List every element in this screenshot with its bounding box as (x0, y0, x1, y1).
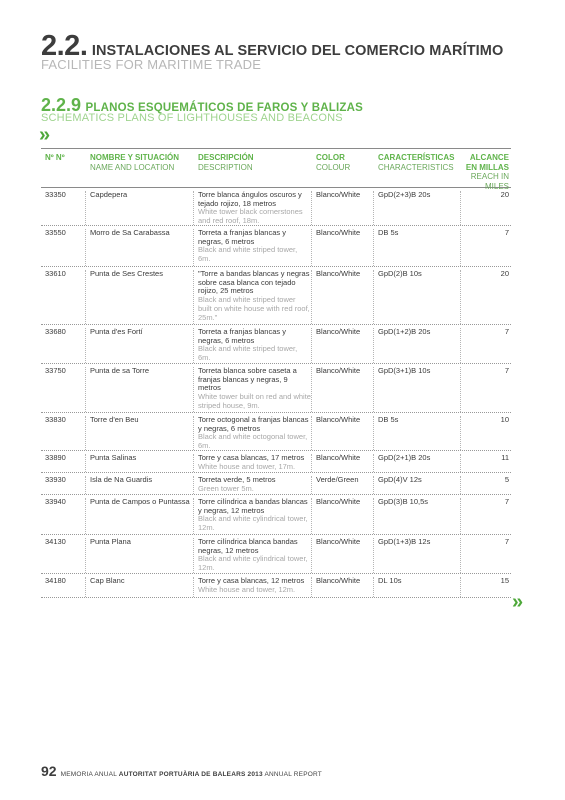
table-row (41, 495, 511, 535)
header-characteristics: CARACTERÍSTICAS CHARACTERISTICS (378, 153, 455, 172)
cell-reach: 7 (504, 327, 509, 336)
cell-description: Torreta a franjas blancas y negras, 6 metros Black and white striped tower, 6m. (194, 328, 312, 363)
cell-characteristics: GpD(1+2)B 20s (374, 328, 461, 363)
section-number: 2.2. (41, 30, 88, 62)
cell-colour: Verde/Green (312, 476, 374, 494)
cell-colour: Blanco/White (312, 270, 374, 324)
cell-characteristics: DB 5s (374, 416, 461, 450)
cell-description: Torre y casa blancas, 17 metros White house and tower, 17m. (194, 454, 312, 472)
cell-reach: 7 (504, 537, 509, 546)
subsection-subtitle: SCHEMATICS PLANS OF LIGHTHOUSES AND BEACONS (41, 112, 343, 124)
cell-number: 33350 (41, 191, 86, 225)
cell-reach: 20 (500, 190, 509, 199)
table-row (41, 364, 511, 413)
cell-colour: Blanco/White (312, 538, 374, 573)
cell-reach: 7 (504, 366, 509, 375)
table-row (41, 473, 511, 495)
cell-characteristics: GpD(3+1)B 10s (374, 367, 461, 412)
cell-characteristics: GpD(2+1)B 20s (374, 454, 461, 472)
header-reach: ALCANCE EN MILLAS REACH IN MILES (465, 153, 509, 191)
cell-colour: Blanco/White (312, 367, 374, 412)
cell-description: Torreta verde, 5 metros Green tower 5m. (194, 476, 312, 494)
page-number: 92 (41, 763, 57, 779)
cell-number: 33680 (41, 328, 86, 363)
table-row (41, 451, 511, 473)
table-row (41, 413, 511, 451)
cell-colour: Blanco/White (312, 577, 374, 597)
cell-name: Capdepera (86, 191, 194, 225)
cell-number: 33830 (41, 416, 86, 450)
cell-colour: Blanco/White (312, 498, 374, 534)
cell-characteristics: GpD(3)B 10,5s (374, 498, 461, 534)
cell-name: Punta Salinas (86, 454, 194, 472)
cell-reach: 5 (504, 475, 509, 484)
cell-reach: 7 (504, 228, 509, 237)
cell-colour: Blanco/White (312, 229, 374, 266)
cell-name: Morro de Sa Carabassa (86, 229, 194, 266)
table-row (41, 574, 511, 598)
cell-reach: 10 (500, 415, 509, 424)
footer-text-authority: AUTORITAT PORTUÀRIA DE BALEARS 2013 (118, 771, 263, 778)
cell-reach: 20 (500, 269, 509, 278)
footer-text-memoria: MEMORIA ANUAL (60, 771, 117, 778)
cell-name: Punta de Campos o Puntassa (86, 498, 194, 534)
cell-characteristics: DL 10s (374, 577, 461, 597)
table-row (41, 267, 511, 325)
header-number: Nº Nº (45, 153, 65, 162)
cell-number: 33550 (41, 229, 86, 266)
cell-number: 33750 (41, 367, 86, 412)
cell-description: Torre y casa blancas, 12 metros White house and tower, 12m. (194, 577, 312, 597)
cell-name: Punta de Ses Crestes (86, 270, 194, 324)
cell-name: Punta Plana (86, 538, 194, 573)
cell-characteristics: GpD(2)B 10s (374, 270, 461, 324)
cell-name: Torre d'en Beu (86, 416, 194, 450)
cell-characteristics: GpD(1+3)B 12s (374, 538, 461, 573)
cell-description: Torre blanca ángulos oscuros y tejado rojizo, 18 metros White tower black cornerstones and red roof, 18m. (194, 191, 312, 225)
cell-colour: Blanco/White (312, 191, 374, 225)
cell-characteristics: GpD(2+3)B 20s (374, 191, 461, 225)
subsection-title: PLANOS ESQUEMÁTICOS DE FAROS Y BALIZAS (85, 102, 363, 114)
table-row (41, 188, 511, 226)
lighthouse-table (41, 148, 511, 598)
cell-reach: 7 (504, 497, 509, 506)
footer-text-report: ANNUAL REPORT (264, 771, 322, 778)
cell-description: Torre octogonal a franjas blancas y negras, 6 metros Black and white octogonal tower, 6m. (194, 416, 312, 450)
page-footer (41, 763, 322, 779)
cell-characteristics: DB 5s (374, 229, 461, 266)
table-row (41, 535, 511, 574)
section-subtitle: FACILITIES FOR MARITIME TRADE (41, 57, 262, 72)
cell-colour: Blanco/White (312, 416, 374, 450)
cell-description: Torre cilíndrica blanca bandas negras, 12 metros Black and white cylindrical tower, 12m. (194, 538, 312, 573)
cell-number: 33940 (41, 498, 86, 534)
header-colour: COLOR COLOUR (316, 153, 351, 172)
cell-description: "Torre a bandas blancas y negras sobre casa blanca con tejado rojizo, 25 metros Black and white striped tower built on white house with red roof, 25m." (194, 270, 312, 324)
cell-number: 33890 (41, 454, 86, 472)
cell-number: 33930 (41, 476, 86, 494)
cell-description: Torreta blanca sobre caseta a franjas blancas y negras, 9 metros White tower built on red and white striped house, 9m. (194, 367, 312, 412)
header-name: NOMBRE Y SITUACIÓN NAME AND LOCATION (90, 153, 180, 172)
table-row (41, 325, 511, 364)
cell-colour: Blanco/White (312, 328, 374, 363)
cell-name: Isla de Na Guardis (86, 476, 194, 494)
cell-number: 34180 (41, 577, 86, 597)
cell-colour: Blanco/White (312, 454, 374, 472)
section-title: INSTALACIONES AL SERVICIO DEL COMERCIO MARÍTIMO (91, 43, 504, 59)
cell-reach: 11 (501, 453, 509, 462)
double-chevron-icon: » (39, 124, 47, 146)
cell-name: Punta de sa Torre (86, 367, 194, 412)
cell-characteristics: GpD(4)V 12s (374, 476, 461, 494)
cell-number: 33610 (41, 270, 86, 324)
table-header (41, 148, 511, 191)
cell-number: 34130 (41, 538, 86, 573)
subsection-number: 2.2.9 (41, 95, 82, 115)
double-chevron-icon: » (512, 591, 520, 613)
cell-name: Cap Blanc (86, 577, 194, 597)
header-description: DESCRIPCIÓN DESCRIPTION (198, 153, 254, 172)
cell-reach: 15 (500, 576, 509, 585)
cell-description: Torreta a franjas blancas y negras, 6 metros Black and white striped tower, 6m. (194, 229, 312, 266)
cell-description: Torre cilíndrica a bandas blancas y negras, 12 metros Black and white cylindrical tower, 12m. (194, 498, 312, 534)
table-row (41, 226, 511, 267)
cell-name: Punta d'es Fortí (86, 328, 194, 363)
